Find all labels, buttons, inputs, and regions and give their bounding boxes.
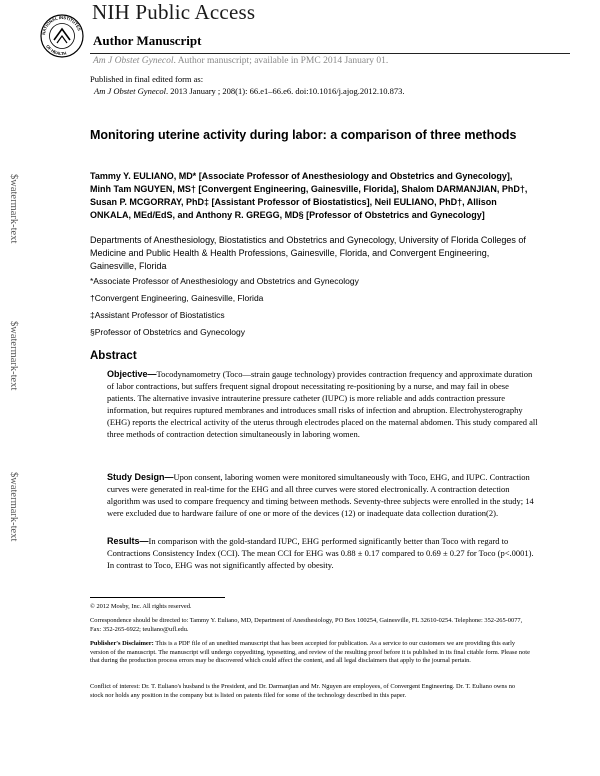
watermark-text: $watermark-text <box>8 174 19 244</box>
svg-text:OF HEALTH <box>45 44 67 56</box>
department-affiliation: Departments of Anesthesiology, Biostatistics and Obstetrics and Gynecology, University of Florida Colleges of Medicine and Public Health & Health Professions, Gainesville, Florida, and Convergent Engineering, Gainesville, Florida <box>90 235 526 271</box>
results-label: Results— <box>107 536 149 546</box>
author-manuscript-label: Author Manuscript <box>93 33 202 48</box>
results-text: In comparison with the gold-standard IUPC, EHG performed significantly better than Toco with regard to Contractions Consistency Index (CCI). The mean CCI for EHG was 0.88 ± 0.17 compared to 0.69 ± 0.27 for Toco (p<.0001). In contrast to Toco, EHG was not significantly affected by obesity. <box>107 536 534 570</box>
author-list: Tammy Y. EULIANO, MD* [Associate Professor of Anesthesiology and Obstetrics and Gynecology], Minh Tam NGUYEN, MS† [Convergent Engineering, Gainesville, Florida], Shalom DARMANJIAN, PhD†, Susan P. MCGORRAY, PhD‡ [Assistant Professor of Biostatistics], Neil EULIANO, PhD†, Allison ONKALA, MEd/EdS, and Anthony R. GREGG, MD§ [Professor of Obstetrics and Gynecology] <box>90 171 528 220</box>
availability-text: . Author manuscript; available in PMC 2014 January 01. <box>173 56 389 66</box>
study-design-text: Upon consent, laboring women were monitored simultaneously with Toco, EHG, and IUPC. Contraction curves were generated in real-time for the EHG and all three curves were stored electronically. A contraction detection algorithm was used to compare frequency and timing between methods. Seventy-three subjects were enrolled in the study; 14 were excluded due to hardware failure of one or more of the devices (12) or inadequate data collection duration(2). <box>107 472 534 518</box>
logo-seal-text-lower: OF HEALTH <box>45 43 67 57</box>
svg-text:NATIONAL INSTITUTES <box>41 15 82 35</box>
watermark-text: $watermark-text <box>8 472 19 542</box>
affiliation-note: †Convergent Engineering, Gainesville, Florida <box>90 293 264 303</box>
journal-abbrev: Am J Obstet Gynecol <box>93 56 174 66</box>
affiliation-note: §Professor of Obstetrics and Gynecology <box>90 327 245 337</box>
citation <box>94 86 404 96</box>
abstract-heading: Abstract <box>90 350 137 362</box>
watermark-text: $watermark-text <box>8 321 19 391</box>
objective-text: Tocodynamometry (Toco—strain gauge technology) provides contraction frequency and approximate duration of labor contractions, but suffers frequent signal dropout necessitating re-positioning by a nurse, and may fail in obese patients. The alternative invasive intrauterine pressure catheter (IUPC) is more reliable and adds contraction pressure information, but requires ruptured membranes and introduces small risks of infection and abruption. Electrohysterography (EHG) reports the electrical activity of the uterus through electrodes placed on the maternal abdomen. This study compared all three methods of contraction detection simultaneously in laboring women. <box>107 369 538 439</box>
copyright-note: © 2012 Mosby, Inc. All rights reserved. <box>90 603 192 610</box>
article-title: Monitoring uterine activity during labor: a comparison of three methods <box>90 128 517 142</box>
citation-details: . 2013 January ; 208(1): 66.e1–66.e6. doi:10.1016/j.ajog.2012.10.873. <box>166 86 405 96</box>
published-label: Published in final edited form as: <box>90 74 204 84</box>
header-divider <box>90 53 570 54</box>
disclaimer-label: Publisher's Disclaimer: <box>90 640 154 647</box>
abstract-study-design <box>107 471 539 519</box>
conflict-of-interest-note: Conflict of interest: Dr. T. Euliano's husband is the President, and Dr. Darmanjian and Mr. Nguyen are employees, of Convergent Engineering. Dr. T. Euliano owns no stock nor holds any position in the company but is listed on patents filed for some of the technology described in this paper. <box>90 683 516 699</box>
citation-journal: Am J Obstet Gynecol <box>94 86 166 96</box>
abstract-objective <box>107 368 539 440</box>
objective-label: Objective— <box>107 369 157 379</box>
affiliation-note: *Associate Professor of Anesthesiology and Obstetrics and Gynecology <box>90 276 359 286</box>
logo-seal-text: NATIONAL INSTITUTES <box>41 14 83 36</box>
abstract-results <box>107 535 539 571</box>
footnote-divider <box>90 597 225 598</box>
correspondence-note: Correspondence should be directed to: Tammy Y. Euliano, MD, Department of Anesthesiology, PO Box 100254, Gainesville, FL 32610-0254. Telephone: 352-265-0077, Fax: 352-265-6922; teuliano@ufl.edu. <box>90 617 523 633</box>
availability-line <box>93 56 388 66</box>
disclaimer-text: This is a PDF file of an unedited manuscript that has been accepted for publication. As a service to our customers we are providing this early version of the manuscript. The manuscript will undergo copyediting, typesetting, and review of the resulting proof before it is published in its final citable form. Please note that during the production process errors may be discovered which could affect the content, and all legal disclaimers that apply to the journal pertain. <box>90 640 530 664</box>
nih-logo <box>40 2 84 68</box>
publisher-disclaimer <box>90 640 530 666</box>
nih-public-access-title: NIH Public Access <box>92 0 256 24</box>
study-design-label: Study Design— <box>107 472 174 482</box>
affiliation-note: ‡Assistant Professor of Biostatistics <box>90 310 225 320</box>
